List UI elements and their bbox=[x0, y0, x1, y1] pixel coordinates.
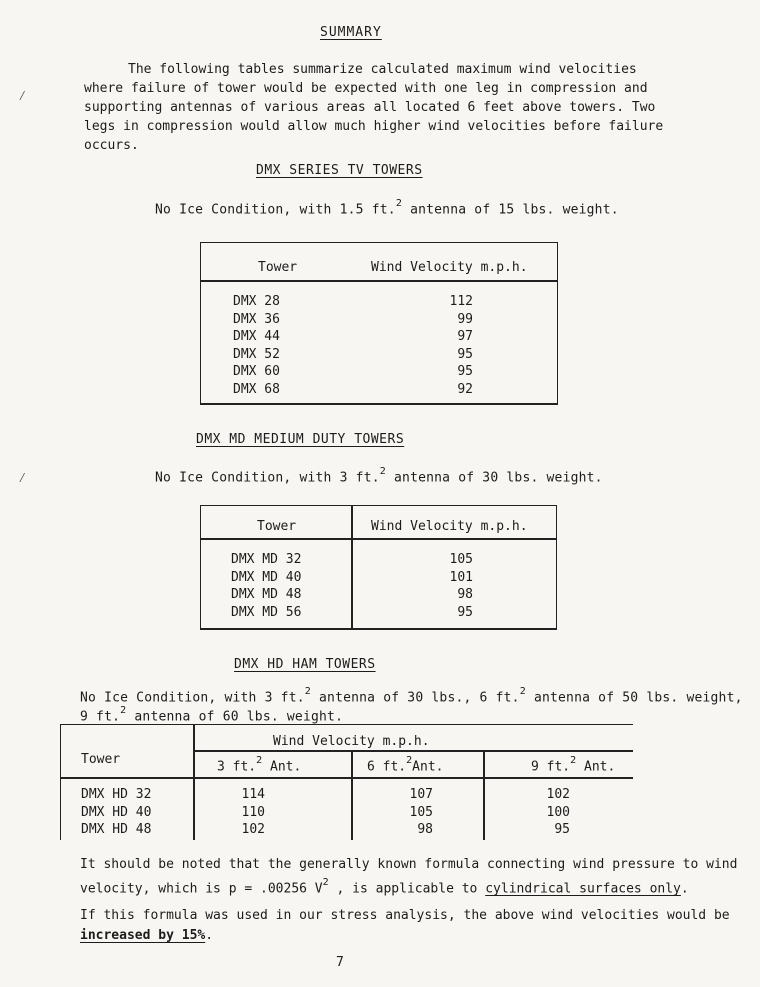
table-cell: DMX 44 bbox=[233, 329, 280, 344]
table-cell: 95 bbox=[554, 822, 570, 837]
note-increase bbox=[80, 906, 730, 946]
table-cell: 110 bbox=[241, 804, 265, 820]
hd-condition-sup: 2 bbox=[120, 705, 127, 716]
col-header-wind: Wind Velocity m.p.h. bbox=[371, 519, 528, 534]
note-text: . bbox=[205, 928, 214, 943]
note-underlined: increased by 15% bbox=[80, 928, 206, 943]
scan-mark-icon: ⁄ bbox=[18, 470, 27, 486]
table-column-divider bbox=[193, 725, 195, 840]
dmx-wind-column bbox=[431, 293, 473, 398]
note-line: It should be noted that the generally known formula connecting wind pressure to wind bbox=[80, 857, 738, 872]
md-wind-column bbox=[431, 551, 473, 621]
page-number: 7 bbox=[336, 955, 345, 970]
table-cell: DMX HD 40 bbox=[81, 804, 152, 820]
hd-9ft-column bbox=[528, 786, 570, 839]
table-cell: 102 bbox=[241, 822, 265, 837]
hd-condition-line2 bbox=[80, 707, 343, 724]
table-column-divider bbox=[351, 750, 353, 840]
dmx-tower-column bbox=[233, 293, 280, 398]
hd-3ft-column bbox=[223, 786, 265, 839]
table-cell: DMX HD 48 bbox=[81, 822, 152, 837]
table-header-divider bbox=[201, 280, 557, 282]
col-header-wind: Wind Velocity m.p.h. bbox=[371, 260, 528, 275]
sub-header-sup: 2 bbox=[406, 755, 413, 766]
hd-condition-text: antenna of 30 lbs., 6 ft. bbox=[310, 690, 520, 706]
intro-line: occurs. bbox=[84, 138, 139, 153]
table-cell: 95 bbox=[457, 604, 473, 620]
table-column-divider bbox=[483, 750, 485, 840]
hd-table bbox=[60, 724, 633, 840]
table-header-divider bbox=[193, 750, 633, 752]
table-cell: 95 bbox=[457, 346, 473, 362]
table-cell: 105 bbox=[409, 804, 433, 820]
note-line bbox=[80, 926, 730, 946]
hd-condition-sup: 2 bbox=[304, 686, 311, 697]
table-cell: DMX 60 bbox=[233, 364, 280, 379]
table-cell: 92 bbox=[457, 381, 473, 397]
col-header-tower: Tower bbox=[257, 519, 297, 534]
table-cell: DMX HD 32 bbox=[81, 787, 152, 802]
md-condition-text: No Ice Condition, with 3 ft. bbox=[155, 470, 380, 486]
hd-tower-column bbox=[81, 786, 151, 839]
table-cell: DMX MD 56 bbox=[231, 604, 302, 620]
table-cell: 99 bbox=[457, 311, 473, 327]
table-cell: DMX 36 bbox=[233, 311, 280, 327]
hd-condition-text: antenna of 50 lbs. weight, bbox=[525, 690, 743, 706]
hd-condition-sup: 2 bbox=[519, 686, 526, 697]
intro-line: supporting antennas of various areas all located 6 feet above towers. Two bbox=[84, 100, 656, 115]
note-sup: 2 bbox=[322, 877, 329, 888]
note-text: velocity, which is p = .00256 V bbox=[80, 881, 323, 897]
table-cell: 105 bbox=[449, 552, 473, 567]
sub-header-text: Ant. bbox=[412, 759, 444, 775]
dmx-heading: DMX SERIES TV TOWERS bbox=[256, 163, 423, 178]
intro-line: The following tables summarize calculated maximum wind velocities bbox=[128, 62, 637, 77]
intro-paragraph bbox=[84, 60, 684, 155]
table-cell: 98 bbox=[417, 822, 433, 837]
intro-line: where failure of tower would be expected with one leg in compression and bbox=[84, 81, 648, 96]
table-cell: DMX 28 bbox=[233, 294, 280, 309]
md-heading: DMX MD MEDIUM DUTY TOWERS bbox=[196, 432, 405, 447]
table-cell: 97 bbox=[457, 329, 473, 344]
md-condition-sup: 2 bbox=[379, 466, 386, 477]
sub-header-6ft bbox=[367, 757, 443, 774]
sub-header-sup: 2 bbox=[570, 755, 577, 766]
sub-header-text: Ant. bbox=[262, 759, 302, 775]
intro-line: legs in compression would allow much higher wind velocities before failure bbox=[84, 119, 664, 134]
table-column-divider bbox=[351, 506, 353, 628]
md-condition bbox=[155, 468, 603, 485]
md-table bbox=[200, 505, 557, 630]
sub-header-text: 6 ft. bbox=[367, 759, 407, 775]
hd-condition-text: 9 ft. bbox=[80, 709, 121, 725]
table-cell: DMX 68 bbox=[233, 381, 280, 397]
col-header-tower: Tower bbox=[258, 260, 298, 275]
table-cell: 101 bbox=[449, 569, 473, 585]
table-cell: 102 bbox=[546, 787, 570, 802]
table-cell: 112 bbox=[449, 294, 473, 309]
dmx-table bbox=[200, 242, 558, 405]
summary-title: SUMMARY bbox=[320, 25, 382, 40]
note-text: , is applicable to bbox=[328, 881, 486, 897]
note-formula bbox=[80, 855, 737, 899]
sub-header-text: 3 ft. bbox=[217, 759, 257, 775]
table-cell: 100 bbox=[546, 804, 570, 820]
hd-6ft-column bbox=[391, 786, 433, 839]
col-header-tower: Tower bbox=[81, 752, 121, 767]
hd-heading: DMX HD HAM TOWERS bbox=[234, 657, 376, 672]
col-header-wind: Wind Velocity m.p.h. bbox=[273, 734, 430, 749]
sub-header-3ft bbox=[217, 757, 301, 774]
note-line: If this formula was used in our stress analysis, the above wind velocities would be bbox=[80, 908, 730, 923]
table-cell: DMX 52 bbox=[233, 346, 280, 362]
md-condition-text2: antenna of 30 lbs. weight. bbox=[385, 470, 603, 486]
scan-mark-icon: ⁄ bbox=[18, 88, 27, 104]
note-text: . bbox=[680, 881, 689, 897]
hd-condition-line1 bbox=[80, 688, 743, 705]
table-cell: 107 bbox=[409, 787, 433, 802]
note-line bbox=[80, 875, 737, 899]
hd-condition-text: antenna of 60 lbs. weight. bbox=[126, 709, 344, 725]
sub-header-text: 9 ft. bbox=[531, 759, 571, 775]
sub-header-9ft bbox=[531, 757, 615, 774]
table-cell: DMX MD 48 bbox=[231, 587, 302, 602]
table-header-divider bbox=[61, 777, 633, 779]
dmx-condition bbox=[155, 200, 619, 217]
table-cell: DMX MD 40 bbox=[231, 569, 302, 585]
table-header-divider bbox=[201, 538, 556, 540]
md-tower-column bbox=[231, 551, 301, 621]
note-underlined: cylindrical surfaces only bbox=[485, 881, 681, 897]
table-cell: 95 bbox=[457, 364, 473, 379]
dmx-condition-text2: antenna of 15 lbs. weight. bbox=[402, 202, 619, 218]
table-cell: 98 bbox=[457, 587, 473, 602]
table-cell: DMX MD 32 bbox=[231, 552, 302, 567]
dmx-condition-sup: 2 bbox=[395, 198, 403, 209]
sub-header-text: Ant. bbox=[576, 759, 616, 775]
sub-header-sup: 2 bbox=[256, 755, 263, 766]
dmx-condition-text: No Ice Condition, with 1.5 ft. bbox=[155, 202, 396, 218]
hd-condition-text: No Ice Condition, with 3 ft. bbox=[80, 690, 305, 706]
table-cell: 114 bbox=[241, 787, 265, 802]
